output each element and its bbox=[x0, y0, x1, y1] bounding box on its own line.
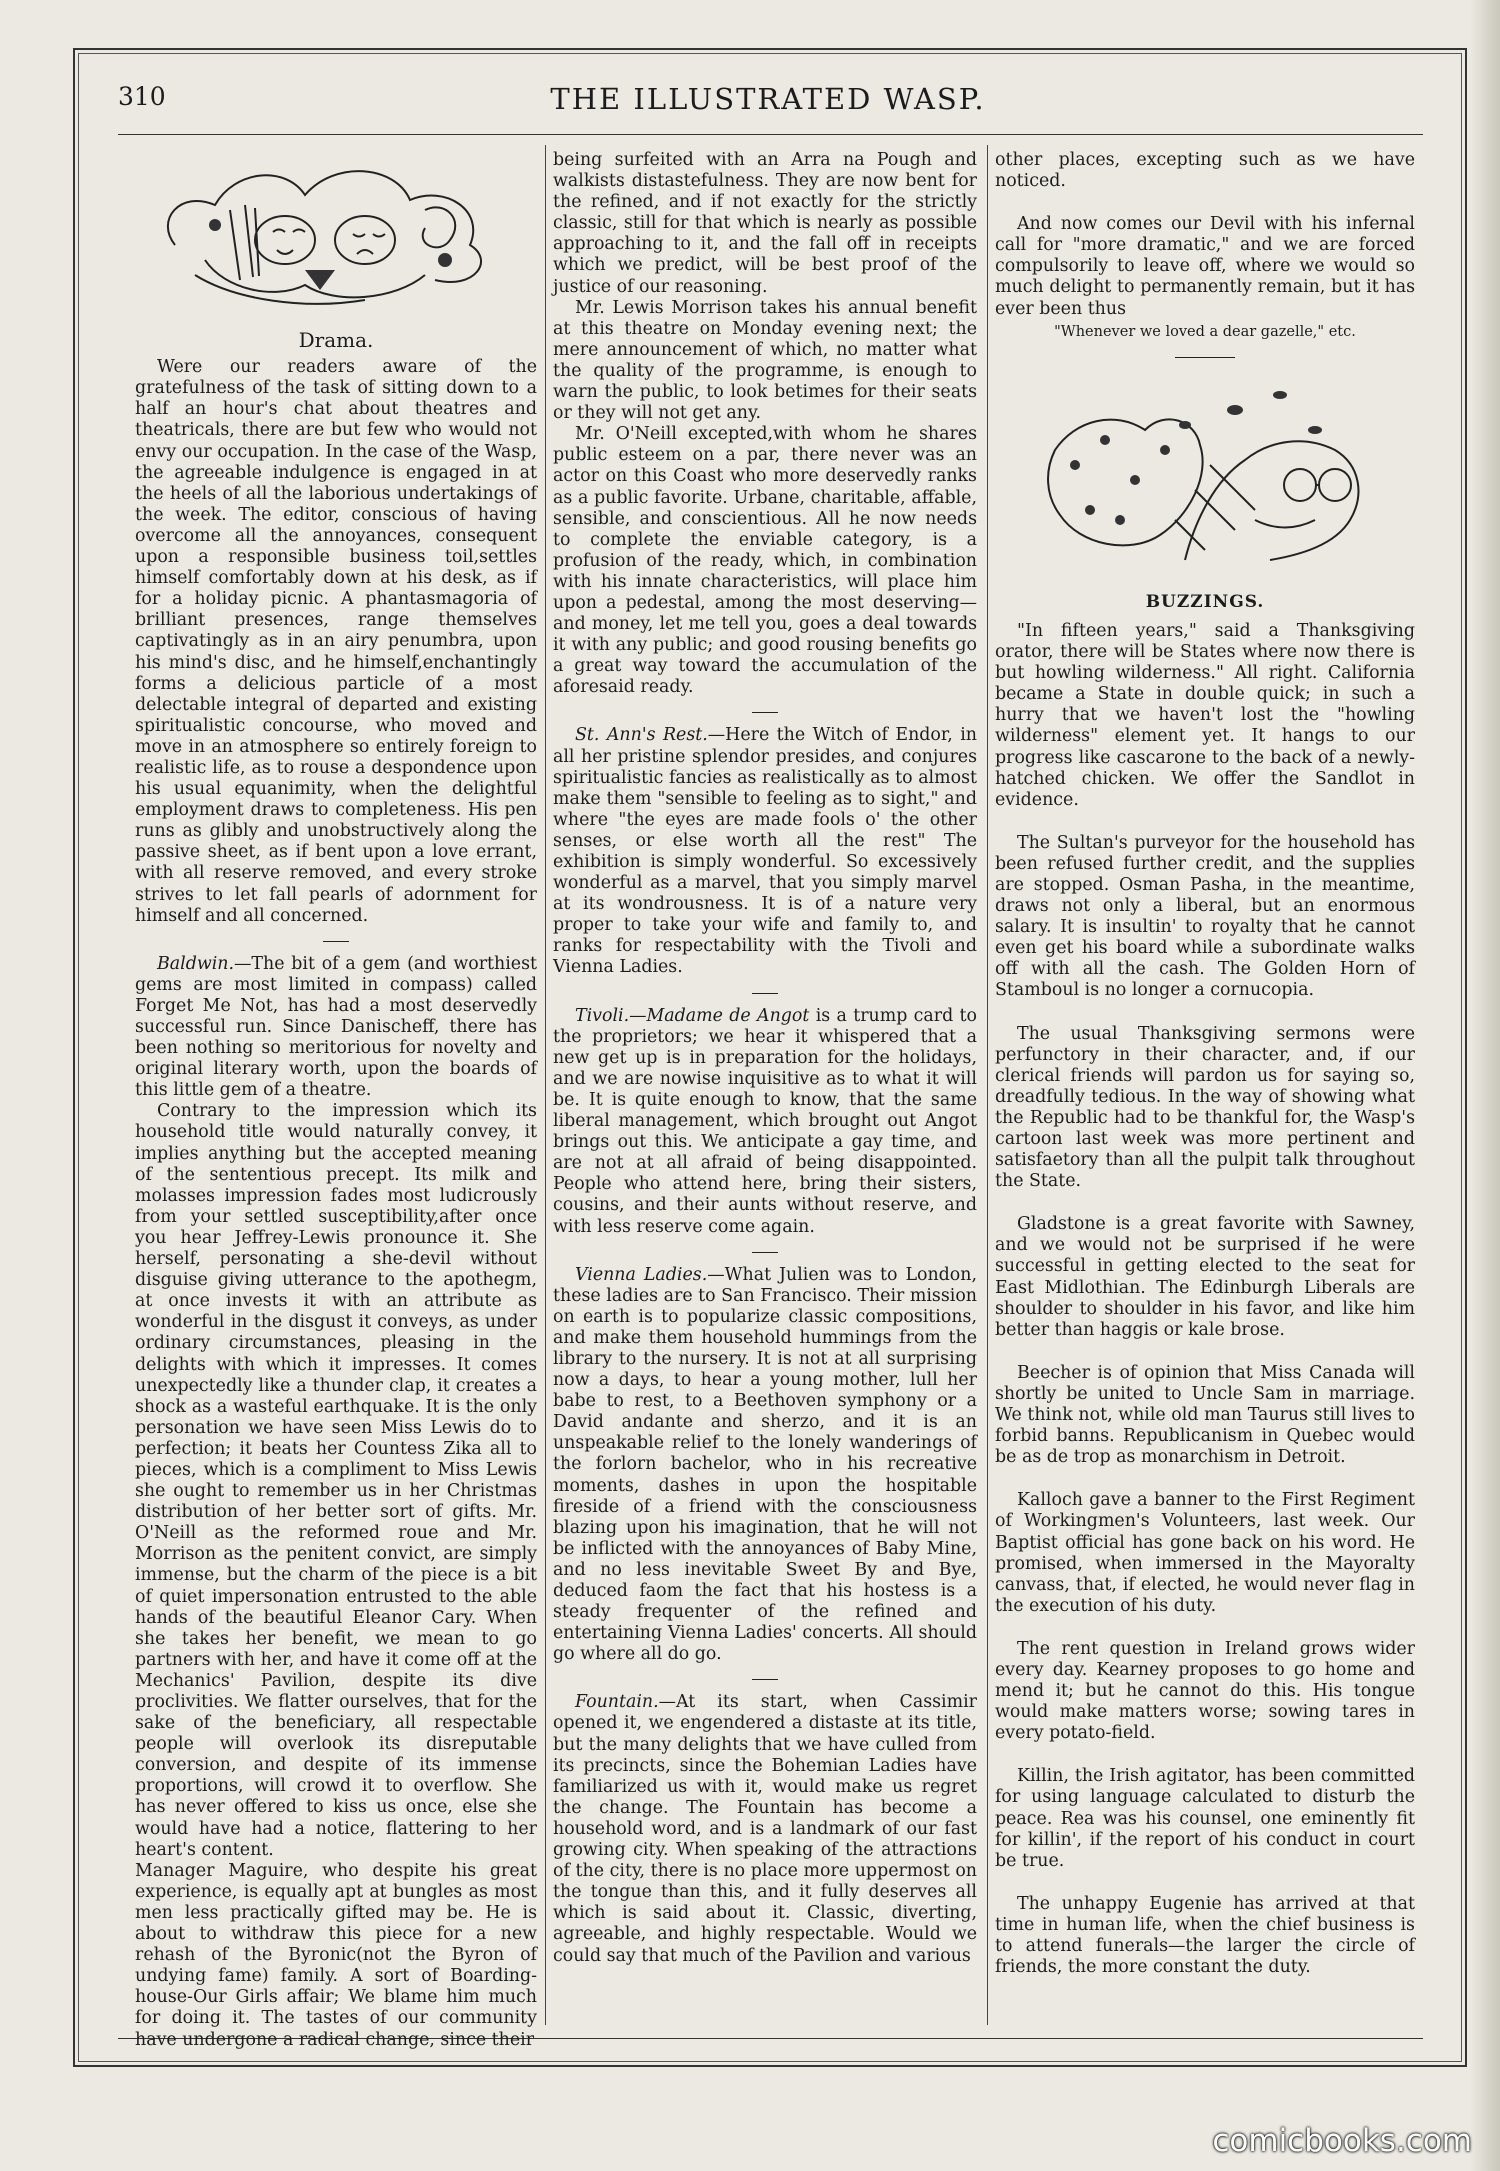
section-dash bbox=[323, 941, 349, 942]
buzzing-item: The Sultan's purveyor for the household has been refused further credit, and the supplies are stopped. Osman Pasha, in the meantime, draws not only a liberal, but an enormous salary. It is insultin' to royalty that he cannot even get his board while a subordinate walks off with all the cash. The Golden Horn of Stamboul is no longer a cornucopia. bbox=[995, 832, 1415, 1001]
section-ornament bbox=[1175, 357, 1235, 358]
buzzings-title: BUZZINGS. bbox=[1145, 591, 1265, 612]
header-rule bbox=[118, 134, 1423, 135]
watermark: comicbooks.com bbox=[1212, 2123, 1472, 2159]
masthead-title: THE ILLUSTRATED WASP. bbox=[550, 82, 986, 116]
drama-paragraph: Contrary to the impression which its household title would naturally convey, it implies anything but the accepted meaning of the sententious precept. Its milk and molasses impression fades most ludicrously from your settled susceptibility,after once you hear Jeffrey-Lewis pronounce it. She herself, personating a she-devil without disguise giving utterance to the apothegm, at once invests it with an attribute as wonderful in the disgust it conveys, as under ordinary circumstances, pleasing in the delights with which it impresses. It comes unexpectedly like a thunder clap, it creates a shock as a wasteful earthquake. It is the only personation we have seen Miss Lewis do to perfection; it beats her Countess Zika all to pieces, which is a compliment to Miss Lewis she ought to remember us in her Christmas distribution of her better sort of gifts. Mr. O'Neill as the reformed roue and Mr. Morrison as the penitent convict, are simply immense, but the charm of the piece is a bit of quiet impersonation entrusted to the able hands of the beautiful Eleanor Cary. When she takes her benefit, we mean to go partners with her, and have it come off at the Mechanics' Pavilion, despite its dive proclivities. We flatter ourselves, that for the sake of the beneficiary, all respectable people will overlook its disreputable conversion, and despite of its immense proportions, will crowd it to overflow. She has never offered to kiss us once, else she would have had a notice, flattering to her heart's content. bbox=[135, 1101, 537, 1860]
fountain-paragraph: —At its start, when Cassimir opened it, we engendered a distaste at its title, but the many delights that we have culled from its precincts, since the Bohemian Ladies have familiarized us with it, would make us regret the change. The Fountain has become a household word, and is a landmark of our fast growing city. When speaking of the attractions of the city, there is no place more uppermost on the tongue than this, and it fully deserves all which is said about it. Classic, diverting, agreeable, and highly respectable. Would we could say that much of the Pavilion and various bbox=[553, 1692, 977, 1966]
column-theatres bbox=[553, 150, 977, 1967]
drama-continued-paragraph: other places, excepting such as we have noticed. bbox=[995, 150, 1415, 192]
column-drama bbox=[135, 150, 537, 2051]
baldwin-lead: Baldwin. bbox=[157, 953, 235, 974]
column-separator bbox=[545, 145, 546, 2025]
binding-shadow bbox=[1470, 0, 1500, 2171]
section-dash bbox=[752, 993, 778, 994]
drama-masks-illustration bbox=[135, 150, 537, 320]
buzzing-item: The unhappy Eugenie has arrived at that time in human life, when the chief business is to attend funerals—the larger the circle of friends, the more constant the duty. bbox=[995, 1893, 1415, 1978]
buzzing-item: Kalloch gave a banner to the First Regiment of Workingmen's Volunteers, last week. Our Baptist official has gone back on his word. He promised, when immersed in the Mayoralty canvass, that, if elected, he would never flag in the execution of his duty. bbox=[995, 1490, 1415, 1616]
st-anns-lead: St. Ann's Rest. bbox=[575, 725, 708, 746]
buzzing-item: Killin, the Irish agitator, has been committed for using language calculated to disturb the peace. Rea was his counsel, one eminently fit for killin', if the report of his conduct in court be true. bbox=[995, 1766, 1415, 1871]
tivoli-paragraph: is a trump card to the proprietors; we hear it whispered that a new get up is in preparation for the holidays, and we are nowise inquisitive as to what it will be. It is quite enough to know, that the same liberal management, which brought out Angot brings out this. We anticipate a gay time, and are not at all afraid of being disappointed. People who attend here, bring their sisters, cousins, and their aunts without reserve, and with less reserve come again. bbox=[553, 1005, 977, 1237]
buzzing-item: The rent question in Ireland grows wider every day. Kearney proposes to go home and mend it; but he cannot do this. His tongue would make matters worse; sowing tares in every potato-field. bbox=[995, 1638, 1415, 1744]
drama-title: Drama. bbox=[298, 328, 374, 353]
page-header bbox=[118, 82, 1418, 122]
vienna-lead: Vienna Ladies. bbox=[575, 1264, 708, 1285]
buzzing-item: Beecher is of opinion that Miss Canada will shortly be united to Uncle Sam in marriage. We think not, while old man Taurus still lives to forbid banns. Republicanism in Quebec would be as de trop as monarchism in Detroit. bbox=[995, 1362, 1415, 1468]
vienna-paragraph: —What Julien was to London, these ladies are to San Francisco. Their mission on earth is to popularize classic compositions, and make them household hummings from the library to the nursery. It is not at all surprising now a days, to hear a young mother, lull her babe to rest, to a Beethoven symphony or a David andante and sherzo, and it is an unspeakable relief to the lonely wanderings of the forlorn bachelor, who in his recreative moments, dashes in upon the hospitable fireside of a friend with the consciousness blazing upon his imagination, that he will not be inflicted with the annoyances of Baby Mine, and no less inevitable Sweet By and Bye, deduced faom the fact that his hostess is a steady frequenter of the refined and entertaining Vienna Ladies' concerts. All should go where all do go. bbox=[553, 1264, 977, 1665]
column-buzzings bbox=[995, 150, 1415, 1978]
drama-closing-paragraph: And now comes our Devil with his infernal call for "more dramatic," and we are forced compulsorily to leave off, where we would so much delight to permanently remain, but it has ever been thus bbox=[995, 214, 1415, 319]
fountain-lead: Fountain. bbox=[575, 1692, 659, 1713]
page-number: 310 bbox=[118, 82, 166, 111]
drama-intro-paragraph: Were our readers aware of the gratefulness of the task of sitting down to a half an hour's chat about theatres and theatricals, there are but few who would not envy our occupation. In the case of the Wasp, the agreeable indulgence is engaged in at the heels of all the laborious undertakings of the week. The editor, conscious of having overcome all the annoyances, consequent upon a responsible business toil,settles himself comfortably down at his desk, as if for a holiday picnic. A phantasmagoria of brilliant presences, range themselves captivatingly as in an airy penumbra, upon his mind's disc, and he himself,enchantingly forms a delicious particle of a most delectable integral of departed and existing spiritualistic concourse, who moved and move in an atmosphere so entirely foreign to realistic life, as to rouse a despondence upon his usual equanimity, when the delightful employment draws to completeness. His pen runs as glibly and unobstructively along the passive sheet, as if bent upon a love errant, with all reserve removed, and every stroke strives to let fall pearls of adornment for himself and all concerned. bbox=[135, 357, 537, 926]
buzzing-item: The usual Thanksgiving sermons were perfunctory in their character, and, if our clerical friends will pardon us for saying so, dreadfully tedious. In the way of showing what the Republic had to be thankful for, the Wasp's cartoon last week was more pertinent and satisfaetory than all the pulpit talk throughout the State. bbox=[995, 1023, 1415, 1192]
baldwin-paragraph: —The bit of a gem (and worthiest gems are most limited in compass) called Forget Me Not, has had a most deservedly successful run. Since Danischeff, there has been nothing so meritorious for novelty and original literary worth, upon the boards of this little gem of a theatre. bbox=[135, 953, 537, 1101]
section-dash bbox=[752, 1679, 778, 1680]
theatre-paragraph: Mr. Lewis Morrison takes his annual benefit at this theatre on Monday evening next; the mere announcement of which, no matter what the quality of the programme, is enough to warn the public, to look betimes for their seats or they will not get any. bbox=[553, 297, 977, 424]
theatre-paragraph: Mr. O'Neill excepted,with whom he shares public esteem on a par, there never was an actor on this Coast who more deservedly ranks as a public favorite. Urbane, charitable, affable, sensible, and conscientious. All he now needs to complete the enviable category, is a profusion of the ready, which, in combination with his innate characteristics, will place him upon a pedestal, among the most deserving—and money, let me tell you, goes a deal towards it with any public; and good rousing benefits go a great way toward the accumulation of the aforesaid ready. bbox=[553, 424, 977, 698]
column-separator bbox=[987, 145, 988, 2025]
buzzing-item: Gladstone is a great favorite with Sawney, and we would not be surprised if he were successful in getting elected to the seat for East Midlothian. The Edinburgh Liberals are shoulder to shoulder in his favor, and like him better than haggis or kale brose. bbox=[995, 1214, 1415, 1340]
buzzing-item: "In fifteen years," said a Thanksgiving orator, there will be States where now there is but howling wilderness." All right. California became a State in double quick; in such a hurry that we haven't lost the "howling wilderness" element yet. It hangs to our progress like cascarone to the back of a newly-hatched chicken. We offer the Sandlot in evidence. bbox=[995, 620, 1415, 810]
section-dash bbox=[752, 1252, 778, 1253]
theatre-paragraph: being surfeited with an Arra na Pough and walkists distastefulness. They are now bent for the refined, and if not exactly for the strictly classic, still for that which is nearly as possible approaching to it, and the fall off in receipts which we predict, will be best proof of the justice of our reasoning. bbox=[553, 150, 977, 297]
section-dash bbox=[752, 712, 778, 713]
drama-paragraph: Manager Maguire, who despite his great experience, is equally apt at bungles as most men less practically gifted may be. He is about to withdraw this piece for a new rehash of the Byronic(not the Byron of undying fame) family. A sort of Boarding-house-Our Girls affair; We blame him much for doing it. The tastes of our community have undergone a radical change, since their bbox=[135, 1860, 537, 2050]
gazelle-quote: "Whenever we loved a dear gazelle," etc. bbox=[1054, 323, 1356, 340]
st-anns-paragraph: —Here the Witch of Endor, in all her pristine splendor presides, and conjures spiritualistic fancies as realistically as to almost make them "sensible to feeling as to sight," and where "the eyes are made fools o' the other senses, or else worth all the rest" The exhibition is simply wonderful. So excessively wonderful as a marvel, that you simply marvel at its wondrousness. It is of a nature very proper to take your wife and family to, and ranks for respectability with the Tivoli and Vienna Ladies. bbox=[553, 725, 977, 978]
buzzings-bees-illustration bbox=[995, 370, 1415, 580]
tivoli-lead: Tivoli.—Madame de Angot bbox=[575, 1005, 810, 1026]
